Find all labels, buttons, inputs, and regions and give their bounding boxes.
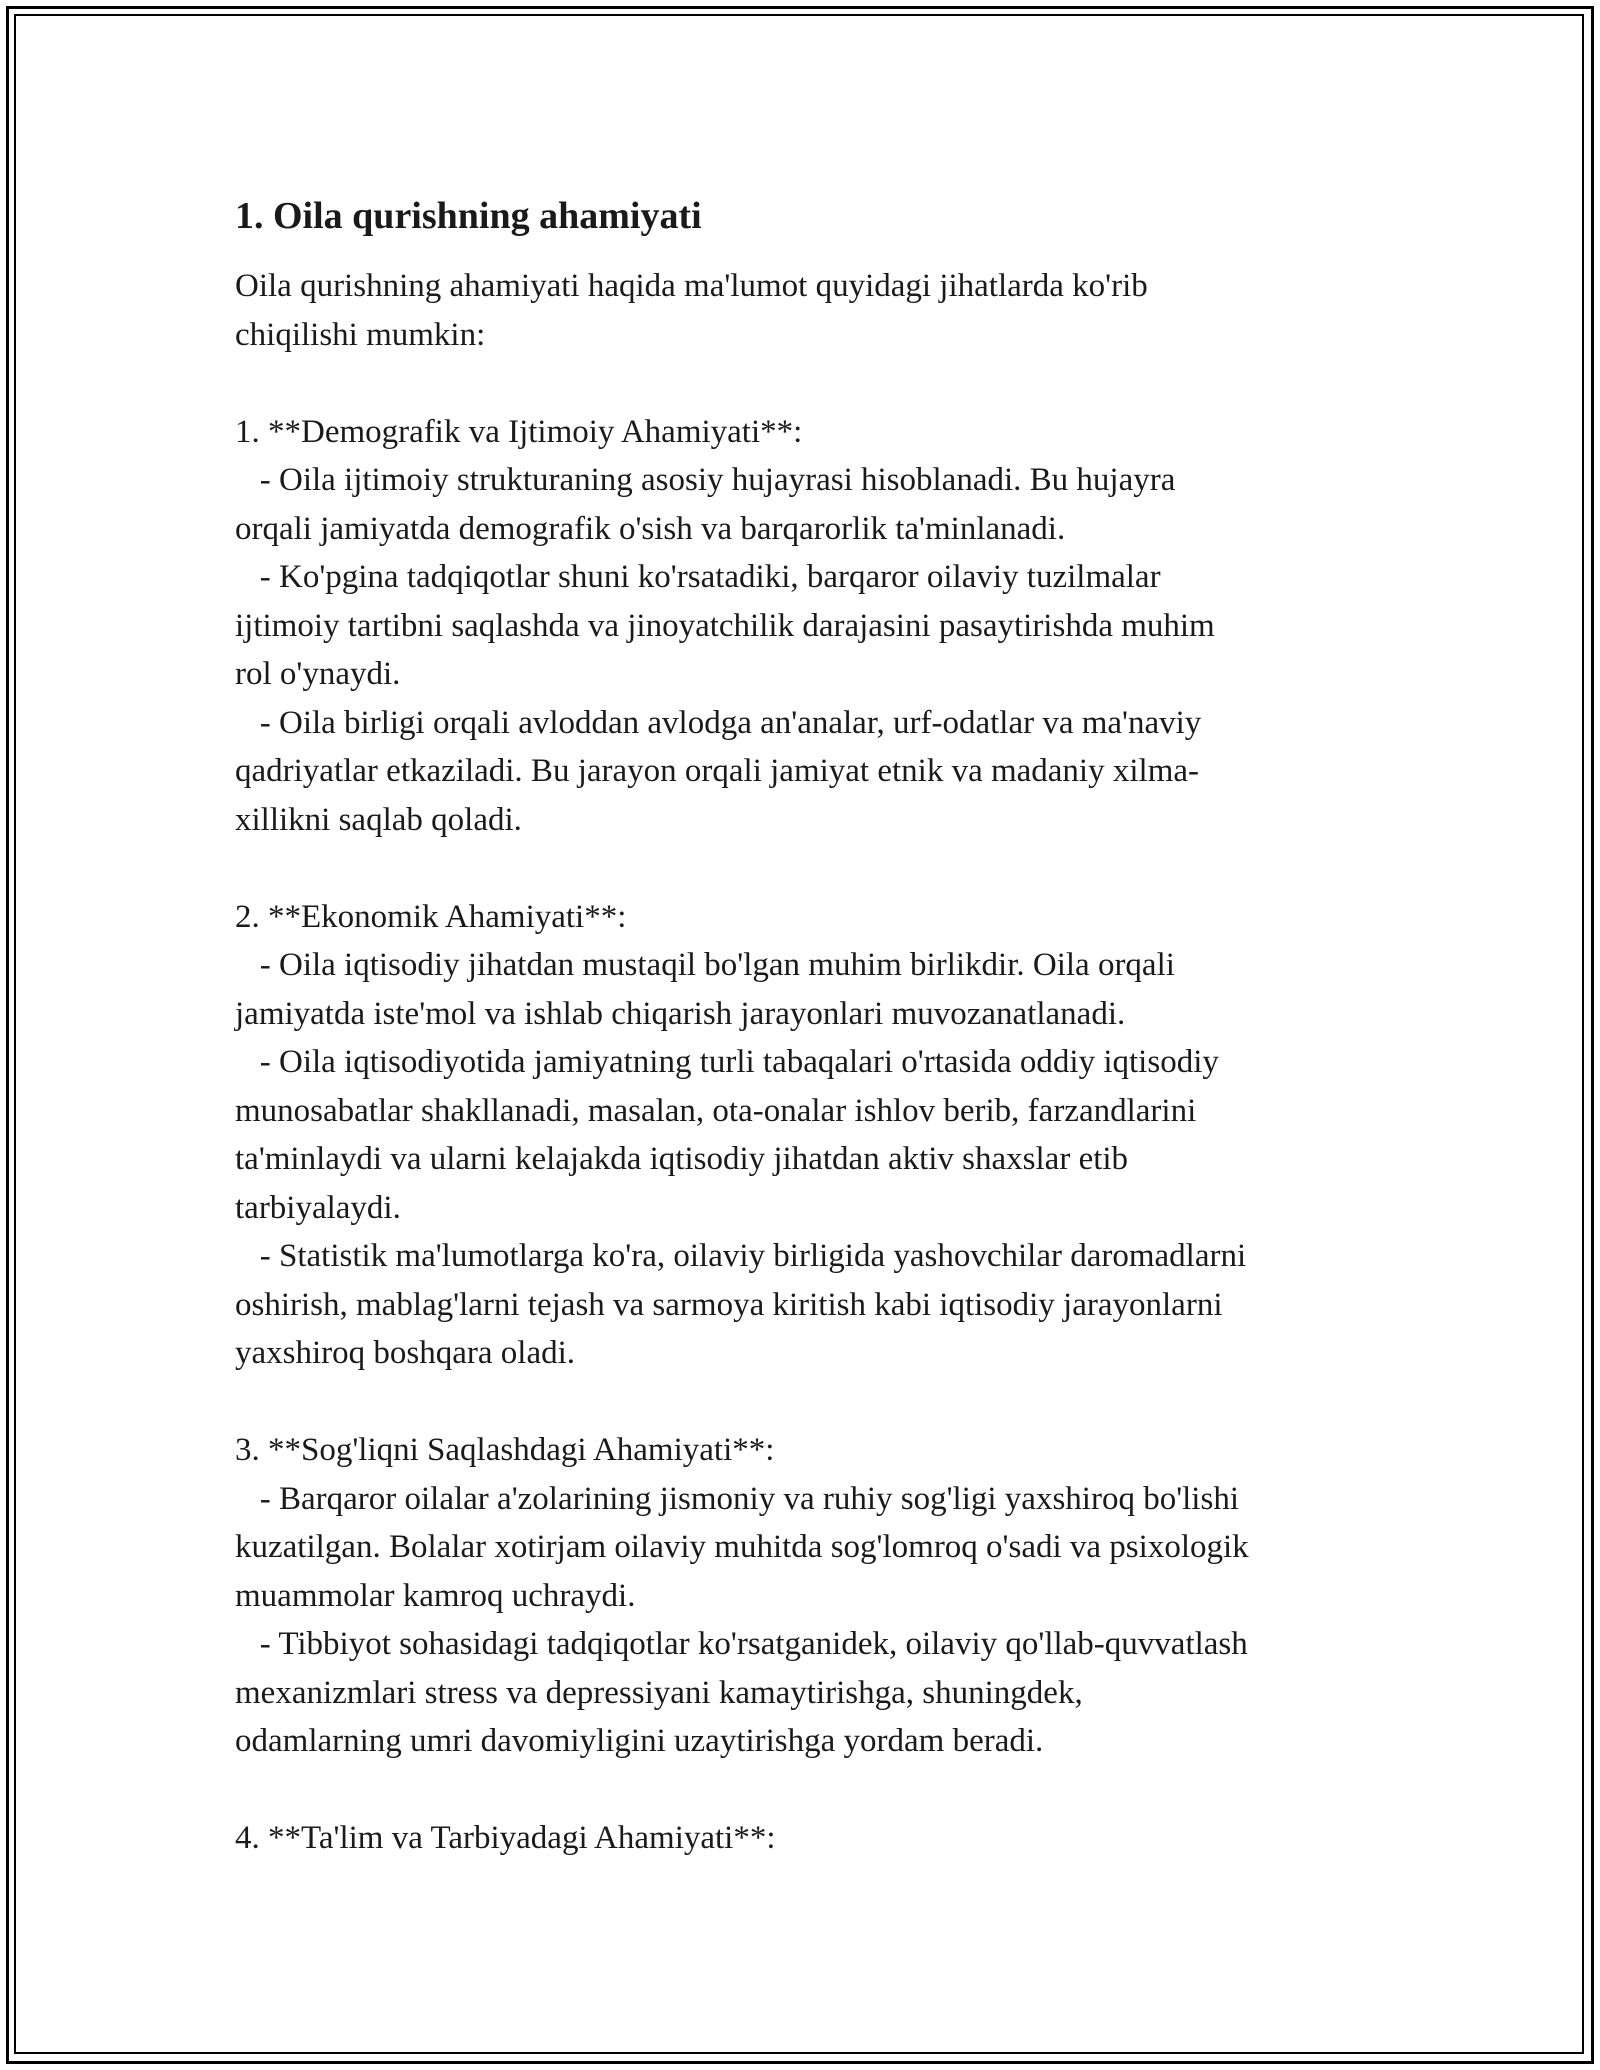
document-body: Oila qurishning ahamiyati haqida ma'lumot quyidagi jihatlarda ko'rib chiqilishi mumkin: 1. **Demografik va Ijtimoiy Ahamiyati**: - Oila ijtimoiy strukturaning asosiy hujayrasi hisoblanadi. Bu hujayra orqali jamiyatda demografik o'sish va barqarorlik ta'minlanadi. - Ko'pgina tadqiqotlar shuni ko'rsatadiki, barqaror oilaviy tuzilmalar ijtimoiy tartibni saqlashda va jinoyatchilik darajasini pasaytirishda muhim rol o'ynaydi. - Oila birligi orqali avloddan avlodga an'analar, urf-odatlar va ma'naviy qadriyatlar etkaziladi. Bu jarayon orqali jamiyat etnik va madaniy xilma- xillikni saqlab qoladi. 2. **Ekonomik Ahamiyati**: - Oila iqtisodiy jihatdan mustaqil bo'lgan muhim birlikdir. Oila orqali jamiyatda iste'mol va ishlab chiqarish jarayonlari muvozanatlanadi. - Oila iqtisodiyotida jamiyatning turli tabaqalari o'rtasida oddiy iqtisodiy munosabatlar shakllanadi, masalan, ota-onalar ishlov berib, farzandlarini ta'minlaydi va ularni kelajakda iqtisodiy jihatdan aktiv shaxslar etib tarbiyalaydi. - Statistik ma'lumotlarga ko'ra, oilaviy birligida yashovchilar daromadlarni oshirish, mablag'larni tejash va sarmoya kiritish kabi iqtisodiy jarayonlarni yaxshiroq boshqara oladi. 3. **Sog'liqni Saqlashdagi Ahamiyati**: - Barqaror oilalar a'zolarining jismoniy va ruhiy sog'ligi yaxshiroq bo'lishi kuzatilgan. Bolalar xotirjam oilaviy muhitda sog'lomroq o'sadi va psixologik muammolar kamroq uchraydi. - Tibbiyot sohasidagi tadqiqotlar ko'rsatganidek, oilaviy qo'llab-quvvatlash mexanizmlari stress va depressiyani kamaytirishga, shuningdek, odamlarning umri davomiyligini uzaytirishga yordam beradi. 4. **Ta'lim va Tarbiyadagi Ahamiyati**:	[235, 268, 1249, 1856]
document-title: 1. Oila qurishning ahamiyati	[235, 195, 702, 237]
document-page	[235, 190, 1395, 1863]
